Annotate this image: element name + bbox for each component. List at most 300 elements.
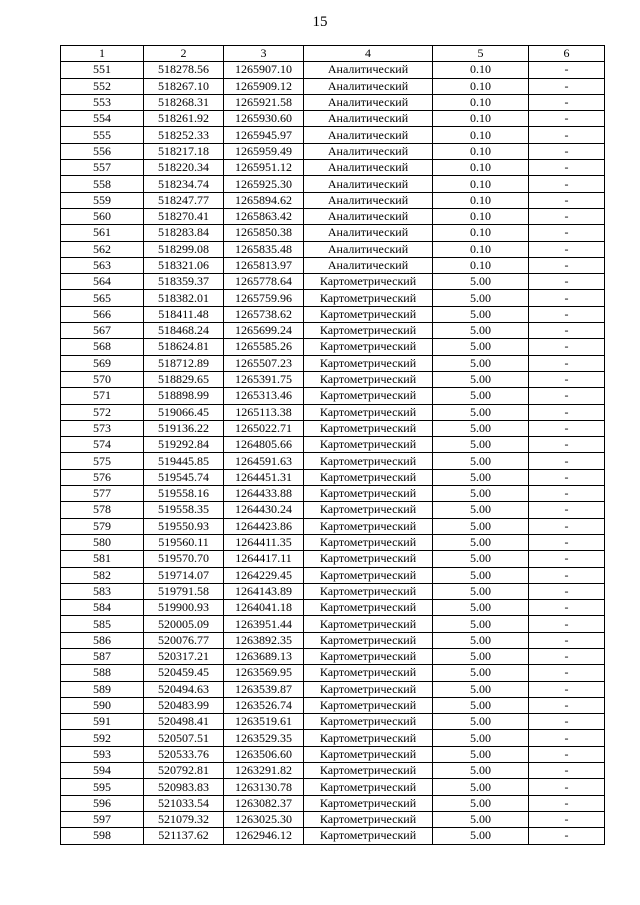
point-number-cell: 584	[61, 600, 144, 616]
accuracy-cell: 5.00	[433, 420, 529, 436]
point-number-cell: 557	[61, 160, 144, 176]
accuracy-cell: 0.10	[433, 208, 529, 224]
table-row	[61, 274, 605, 290]
y-coordinate-cell: 1265585.26	[224, 339, 304, 355]
page-number: 15	[312, 14, 328, 30]
point-number-cell: 596	[61, 795, 144, 811]
method-cell: Аналитический	[304, 241, 433, 257]
note-cell: -	[529, 502, 605, 518]
method-cell: Картометрический	[304, 714, 433, 730]
y-coordinate-cell: 1265951.12	[224, 160, 304, 176]
accuracy-cell: 5.00	[433, 795, 529, 811]
table-row	[61, 534, 605, 550]
method-cell: Картометрический	[304, 697, 433, 713]
method-cell: Аналитический	[304, 192, 433, 208]
y-coordinate-cell: 1265894.62	[224, 192, 304, 208]
table-row	[61, 795, 605, 811]
note-cell: -	[529, 355, 605, 371]
table-row	[61, 339, 605, 355]
method-cell: Картометрический	[304, 632, 433, 648]
y-coordinate-cell: 1265925.30	[224, 176, 304, 192]
note-cell: -	[529, 469, 605, 485]
point-number-cell: 582	[61, 567, 144, 583]
column-header: 5	[433, 46, 529, 62]
note-cell: -	[529, 388, 605, 404]
note-cell: -	[529, 681, 605, 697]
x-coordinate-cell: 518468.24	[144, 323, 224, 339]
method-cell: Картометрический	[304, 811, 433, 827]
y-coordinate-cell: 1265813.97	[224, 257, 304, 273]
note-cell: -	[529, 241, 605, 257]
method-cell: Картометрический	[304, 290, 433, 306]
accuracy-cell: 5.00	[433, 551, 529, 567]
note-cell: -	[529, 160, 605, 176]
point-number-cell: 565	[61, 290, 144, 306]
y-coordinate-cell: 1265391.75	[224, 371, 304, 387]
x-coordinate-cell: 518267.10	[144, 78, 224, 94]
accuracy-cell: 0.10	[433, 94, 529, 110]
method-cell: Картометрический	[304, 583, 433, 599]
point-number-cell: 583	[61, 583, 144, 599]
point-number-cell: 554	[61, 111, 144, 127]
point-number-cell: 594	[61, 763, 144, 779]
x-coordinate-cell: 520507.51	[144, 730, 224, 746]
accuracy-cell: 0.10	[433, 127, 529, 143]
point-number-cell: 567	[61, 323, 144, 339]
note-cell: -	[529, 339, 605, 355]
x-coordinate-cell: 520792.81	[144, 763, 224, 779]
method-cell: Картометрический	[304, 763, 433, 779]
method-cell: Картометрический	[304, 486, 433, 502]
column-header: 6	[529, 46, 605, 62]
point-number-cell: 598	[61, 828, 144, 844]
note-cell: -	[529, 225, 605, 241]
point-number-cell: 577	[61, 486, 144, 502]
y-coordinate-cell: 1264451.31	[224, 469, 304, 485]
table-row	[61, 469, 605, 485]
y-coordinate-cell: 1264417.11	[224, 551, 304, 567]
note-cell: -	[529, 697, 605, 713]
x-coordinate-cell: 518829.65	[144, 371, 224, 387]
note-cell: -	[529, 420, 605, 436]
accuracy-cell: 5.00	[433, 714, 529, 730]
note-cell: -	[529, 551, 605, 567]
method-cell: Картометрический	[304, 339, 433, 355]
x-coordinate-cell: 519136.22	[144, 420, 224, 436]
y-coordinate-cell: 1264229.45	[224, 567, 304, 583]
accuracy-cell: 5.00	[433, 290, 529, 306]
x-coordinate-cell: 519066.45	[144, 404, 224, 420]
table-row	[61, 111, 605, 127]
table-row	[61, 404, 605, 420]
y-coordinate-cell: 1263506.60	[224, 746, 304, 762]
accuracy-cell: 5.00	[433, 469, 529, 485]
accuracy-cell: 5.00	[433, 502, 529, 518]
y-coordinate-cell: 1265959.49	[224, 143, 304, 159]
accuracy-cell: 5.00	[433, 632, 529, 648]
x-coordinate-cell: 518411.48	[144, 306, 224, 322]
method-cell: Аналитический	[304, 94, 433, 110]
note-cell: -	[529, 795, 605, 811]
table-row	[61, 600, 605, 616]
note-cell: -	[529, 811, 605, 827]
method-cell: Картометрический	[304, 681, 433, 697]
x-coordinate-cell: 521079.32	[144, 811, 224, 827]
y-coordinate-cell: 1265507.23	[224, 355, 304, 371]
note-cell: -	[529, 632, 605, 648]
note-cell: -	[529, 306, 605, 322]
table-row	[61, 681, 605, 697]
table-row	[61, 551, 605, 567]
x-coordinate-cell: 519714.07	[144, 567, 224, 583]
method-cell: Картометрический	[304, 600, 433, 616]
x-coordinate-cell: 518898.99	[144, 388, 224, 404]
table-row	[61, 388, 605, 404]
note-cell: -	[529, 127, 605, 143]
x-coordinate-cell: 519558.35	[144, 502, 224, 518]
table-row	[61, 632, 605, 648]
x-coordinate-cell: 519550.93	[144, 518, 224, 534]
accuracy-cell: 5.00	[433, 274, 529, 290]
method-cell: Картометрический	[304, 795, 433, 811]
accuracy-cell: 0.10	[433, 257, 529, 273]
point-number-cell: 579	[61, 518, 144, 534]
x-coordinate-cell: 518217.18	[144, 143, 224, 159]
point-number-cell: 568	[61, 339, 144, 355]
accuracy-cell: 0.10	[433, 111, 529, 127]
table-row	[61, 160, 605, 176]
y-coordinate-cell: 1264430.24	[224, 502, 304, 518]
table-row	[61, 127, 605, 143]
note-cell: -	[529, 404, 605, 420]
method-cell: Картометрический	[304, 665, 433, 681]
point-number-cell: 590	[61, 697, 144, 713]
note-cell: -	[529, 94, 605, 110]
table-row	[61, 208, 605, 224]
x-coordinate-cell: 518283.84	[144, 225, 224, 241]
accuracy-cell: 0.10	[433, 62, 529, 78]
x-coordinate-cell: 521137.62	[144, 828, 224, 844]
table-row	[61, 763, 605, 779]
y-coordinate-cell: 1264433.88	[224, 486, 304, 502]
x-coordinate-cell: 518321.06	[144, 257, 224, 273]
accuracy-cell: 5.00	[433, 681, 529, 697]
table-row	[61, 828, 605, 844]
note-cell: -	[529, 176, 605, 192]
accuracy-cell: 5.00	[433, 730, 529, 746]
table-row	[61, 437, 605, 453]
x-coordinate-cell: 520076.77	[144, 632, 224, 648]
point-number-cell: 597	[61, 811, 144, 827]
y-coordinate-cell: 1265778.64	[224, 274, 304, 290]
y-coordinate-cell: 1265909.12	[224, 78, 304, 94]
x-coordinate-cell: 520498.41	[144, 714, 224, 730]
note-cell: -	[529, 486, 605, 502]
x-coordinate-cell: 518712.89	[144, 355, 224, 371]
accuracy-cell: 0.10	[433, 225, 529, 241]
method-cell: Аналитический	[304, 208, 433, 224]
method-cell: Картометрический	[304, 567, 433, 583]
point-number-cell: 562	[61, 241, 144, 257]
y-coordinate-cell: 1262946.12	[224, 828, 304, 844]
table-header-row	[61, 46, 605, 62]
method-cell: Картометрический	[304, 274, 433, 290]
note-cell: -	[529, 208, 605, 224]
point-number-cell: 563	[61, 257, 144, 273]
table-row	[61, 355, 605, 371]
note-cell: -	[529, 257, 605, 273]
y-coordinate-cell: 1264591.63	[224, 453, 304, 469]
y-coordinate-cell: 1265113.38	[224, 404, 304, 420]
point-number-cell: 570	[61, 371, 144, 387]
point-number-cell: 572	[61, 404, 144, 420]
y-coordinate-cell: 1264805.66	[224, 437, 304, 453]
note-cell: -	[529, 583, 605, 599]
y-coordinate-cell: 1264411.35	[224, 534, 304, 550]
note-cell: -	[529, 274, 605, 290]
x-coordinate-cell: 520983.83	[144, 779, 224, 795]
note-cell: -	[529, 828, 605, 844]
x-coordinate-cell: 518359.37	[144, 274, 224, 290]
accuracy-cell: 5.00	[433, 437, 529, 453]
y-coordinate-cell: 1263291.82	[224, 763, 304, 779]
method-cell: Картометрический	[304, 730, 433, 746]
x-coordinate-cell: 520533.76	[144, 746, 224, 762]
method-cell: Картометрический	[304, 404, 433, 420]
method-cell: Картометрический	[304, 828, 433, 844]
table-row	[61, 746, 605, 762]
x-coordinate-cell: 518261.92	[144, 111, 224, 127]
x-coordinate-cell: 518220.34	[144, 160, 224, 176]
table-row	[61, 714, 605, 730]
method-cell: Аналитический	[304, 111, 433, 127]
point-number-cell: 591	[61, 714, 144, 730]
y-coordinate-cell: 1265022.71	[224, 420, 304, 436]
method-cell: Аналитический	[304, 257, 433, 273]
point-number-cell: 564	[61, 274, 144, 290]
point-number-cell: 559	[61, 192, 144, 208]
x-coordinate-cell: 518252.33	[144, 127, 224, 143]
note-cell: -	[529, 62, 605, 78]
y-coordinate-cell: 1264423.86	[224, 518, 304, 534]
accuracy-cell: 5.00	[433, 518, 529, 534]
coordinates-table	[60, 45, 605, 845]
x-coordinate-cell: 518270.41	[144, 208, 224, 224]
accuracy-cell: 5.00	[433, 339, 529, 355]
point-number-cell: 573	[61, 420, 144, 436]
table-row	[61, 583, 605, 599]
accuracy-cell: 0.10	[433, 241, 529, 257]
accuracy-cell: 5.00	[433, 453, 529, 469]
x-coordinate-cell: 518624.81	[144, 339, 224, 355]
accuracy-cell: 5.00	[433, 746, 529, 762]
accuracy-cell: 5.00	[433, 648, 529, 664]
y-coordinate-cell: 1264041.18	[224, 600, 304, 616]
y-coordinate-cell: 1265313.46	[224, 388, 304, 404]
accuracy-cell: 5.00	[433, 404, 529, 420]
x-coordinate-cell: 520483.99	[144, 697, 224, 713]
table-row	[61, 241, 605, 257]
accuracy-cell: 5.00	[433, 697, 529, 713]
accuracy-cell: 5.00	[433, 763, 529, 779]
y-coordinate-cell: 1263025.30	[224, 811, 304, 827]
x-coordinate-cell: 519791.58	[144, 583, 224, 599]
table-body	[61, 62, 605, 844]
y-coordinate-cell: 1263951.44	[224, 616, 304, 632]
accuracy-cell: 5.00	[433, 583, 529, 599]
note-cell: -	[529, 371, 605, 387]
point-number-cell: 551	[61, 62, 144, 78]
table-row	[61, 518, 605, 534]
method-cell: Картометрический	[304, 306, 433, 322]
point-number-cell: 593	[61, 746, 144, 762]
method-cell: Картометрический	[304, 437, 433, 453]
y-coordinate-cell: 1265945.97	[224, 127, 304, 143]
method-cell: Картометрический	[304, 502, 433, 518]
method-cell: Картометрический	[304, 469, 433, 485]
y-coordinate-cell: 1265850.38	[224, 225, 304, 241]
point-number-cell: 555	[61, 127, 144, 143]
method-cell: Картометрический	[304, 371, 433, 387]
column-header: 4	[304, 46, 433, 62]
table-row	[61, 78, 605, 94]
note-cell: -	[529, 290, 605, 306]
x-coordinate-cell: 519570.70	[144, 551, 224, 567]
note-cell: -	[529, 616, 605, 632]
table-row	[61, 420, 605, 436]
method-cell: Картометрический	[304, 355, 433, 371]
note-cell: -	[529, 567, 605, 583]
point-number-cell: 561	[61, 225, 144, 241]
accuracy-cell: 5.00	[433, 811, 529, 827]
accuracy-cell: 0.10	[433, 143, 529, 159]
y-coordinate-cell: 1265699.24	[224, 323, 304, 339]
point-number-cell: 558	[61, 176, 144, 192]
table-row	[61, 648, 605, 664]
method-cell: Картометрический	[304, 779, 433, 795]
point-number-cell: 586	[61, 632, 144, 648]
accuracy-cell: 5.00	[433, 779, 529, 795]
method-cell: Картометрический	[304, 616, 433, 632]
table-row	[61, 730, 605, 746]
table-row	[61, 502, 605, 518]
point-number-cell: 574	[61, 437, 144, 453]
note-cell: -	[529, 665, 605, 681]
table-row	[61, 306, 605, 322]
point-number-cell: 581	[61, 551, 144, 567]
table-row	[61, 486, 605, 502]
point-number-cell: 578	[61, 502, 144, 518]
note-cell: -	[529, 600, 605, 616]
accuracy-cell: 5.00	[433, 567, 529, 583]
method-cell: Картометрический	[304, 534, 433, 550]
note-cell: -	[529, 143, 605, 159]
x-coordinate-cell: 518278.56	[144, 62, 224, 78]
y-coordinate-cell: 1263519.61	[224, 714, 304, 730]
method-cell: Аналитический	[304, 143, 433, 159]
method-cell: Картометрический	[304, 648, 433, 664]
note-cell: -	[529, 779, 605, 795]
method-cell: Аналитический	[304, 176, 433, 192]
accuracy-cell: 5.00	[433, 828, 529, 844]
table-row	[61, 811, 605, 827]
method-cell: Аналитический	[304, 78, 433, 94]
note-cell: -	[529, 323, 605, 339]
method-cell: Картометрический	[304, 323, 433, 339]
accuracy-cell: 5.00	[433, 355, 529, 371]
accuracy-cell: 5.00	[433, 306, 529, 322]
accuracy-cell: 5.00	[433, 323, 529, 339]
y-coordinate-cell: 1265863.42	[224, 208, 304, 224]
accuracy-cell: 0.10	[433, 78, 529, 94]
note-cell: -	[529, 534, 605, 550]
accuracy-cell: 5.00	[433, 371, 529, 387]
column-header: 2	[144, 46, 224, 62]
note-cell: -	[529, 192, 605, 208]
method-cell: Картометрический	[304, 746, 433, 762]
y-coordinate-cell: 1263529.35	[224, 730, 304, 746]
note-cell: -	[529, 518, 605, 534]
column-header: 1	[61, 46, 144, 62]
table-row	[61, 567, 605, 583]
point-number-cell: 566	[61, 306, 144, 322]
method-cell: Аналитический	[304, 127, 433, 143]
x-coordinate-cell: 518382.01	[144, 290, 224, 306]
x-coordinate-cell: 518268.31	[144, 94, 224, 110]
accuracy-cell: 5.00	[433, 600, 529, 616]
y-coordinate-cell: 1263892.35	[224, 632, 304, 648]
y-coordinate-cell: 1263082.37	[224, 795, 304, 811]
point-number-cell: 575	[61, 453, 144, 469]
method-cell: Аналитический	[304, 160, 433, 176]
table-row	[61, 94, 605, 110]
y-coordinate-cell: 1263526.74	[224, 697, 304, 713]
point-number-cell: 585	[61, 616, 144, 632]
table-row	[61, 665, 605, 681]
x-coordinate-cell: 521033.54	[144, 795, 224, 811]
point-number-cell: 595	[61, 779, 144, 795]
note-cell: -	[529, 714, 605, 730]
accuracy-cell: 0.10	[433, 192, 529, 208]
x-coordinate-cell: 519445.85	[144, 453, 224, 469]
y-coordinate-cell: 1265835.48	[224, 241, 304, 257]
y-coordinate-cell: 1263689.13	[224, 648, 304, 664]
point-number-cell: 576	[61, 469, 144, 485]
table-row	[61, 62, 605, 78]
method-cell: Картометрический	[304, 388, 433, 404]
point-number-cell: 560	[61, 208, 144, 224]
point-number-cell: 587	[61, 648, 144, 664]
y-coordinate-cell: 1265759.96	[224, 290, 304, 306]
x-coordinate-cell: 519558.16	[144, 486, 224, 502]
y-coordinate-cell: 1265930.60	[224, 111, 304, 127]
accuracy-cell: 0.10	[433, 160, 529, 176]
y-coordinate-cell: 1263130.78	[224, 779, 304, 795]
accuracy-cell: 5.00	[433, 616, 529, 632]
y-coordinate-cell: 1265921.58	[224, 94, 304, 110]
table-row	[61, 616, 605, 632]
point-number-cell: 553	[61, 94, 144, 110]
note-cell: -	[529, 111, 605, 127]
note-cell: -	[529, 648, 605, 664]
accuracy-cell: 5.00	[433, 486, 529, 502]
point-number-cell: 571	[61, 388, 144, 404]
table-row	[61, 176, 605, 192]
point-number-cell: 588	[61, 665, 144, 681]
column-header: 3	[224, 46, 304, 62]
x-coordinate-cell: 520494.63	[144, 681, 224, 697]
note-cell: -	[529, 437, 605, 453]
